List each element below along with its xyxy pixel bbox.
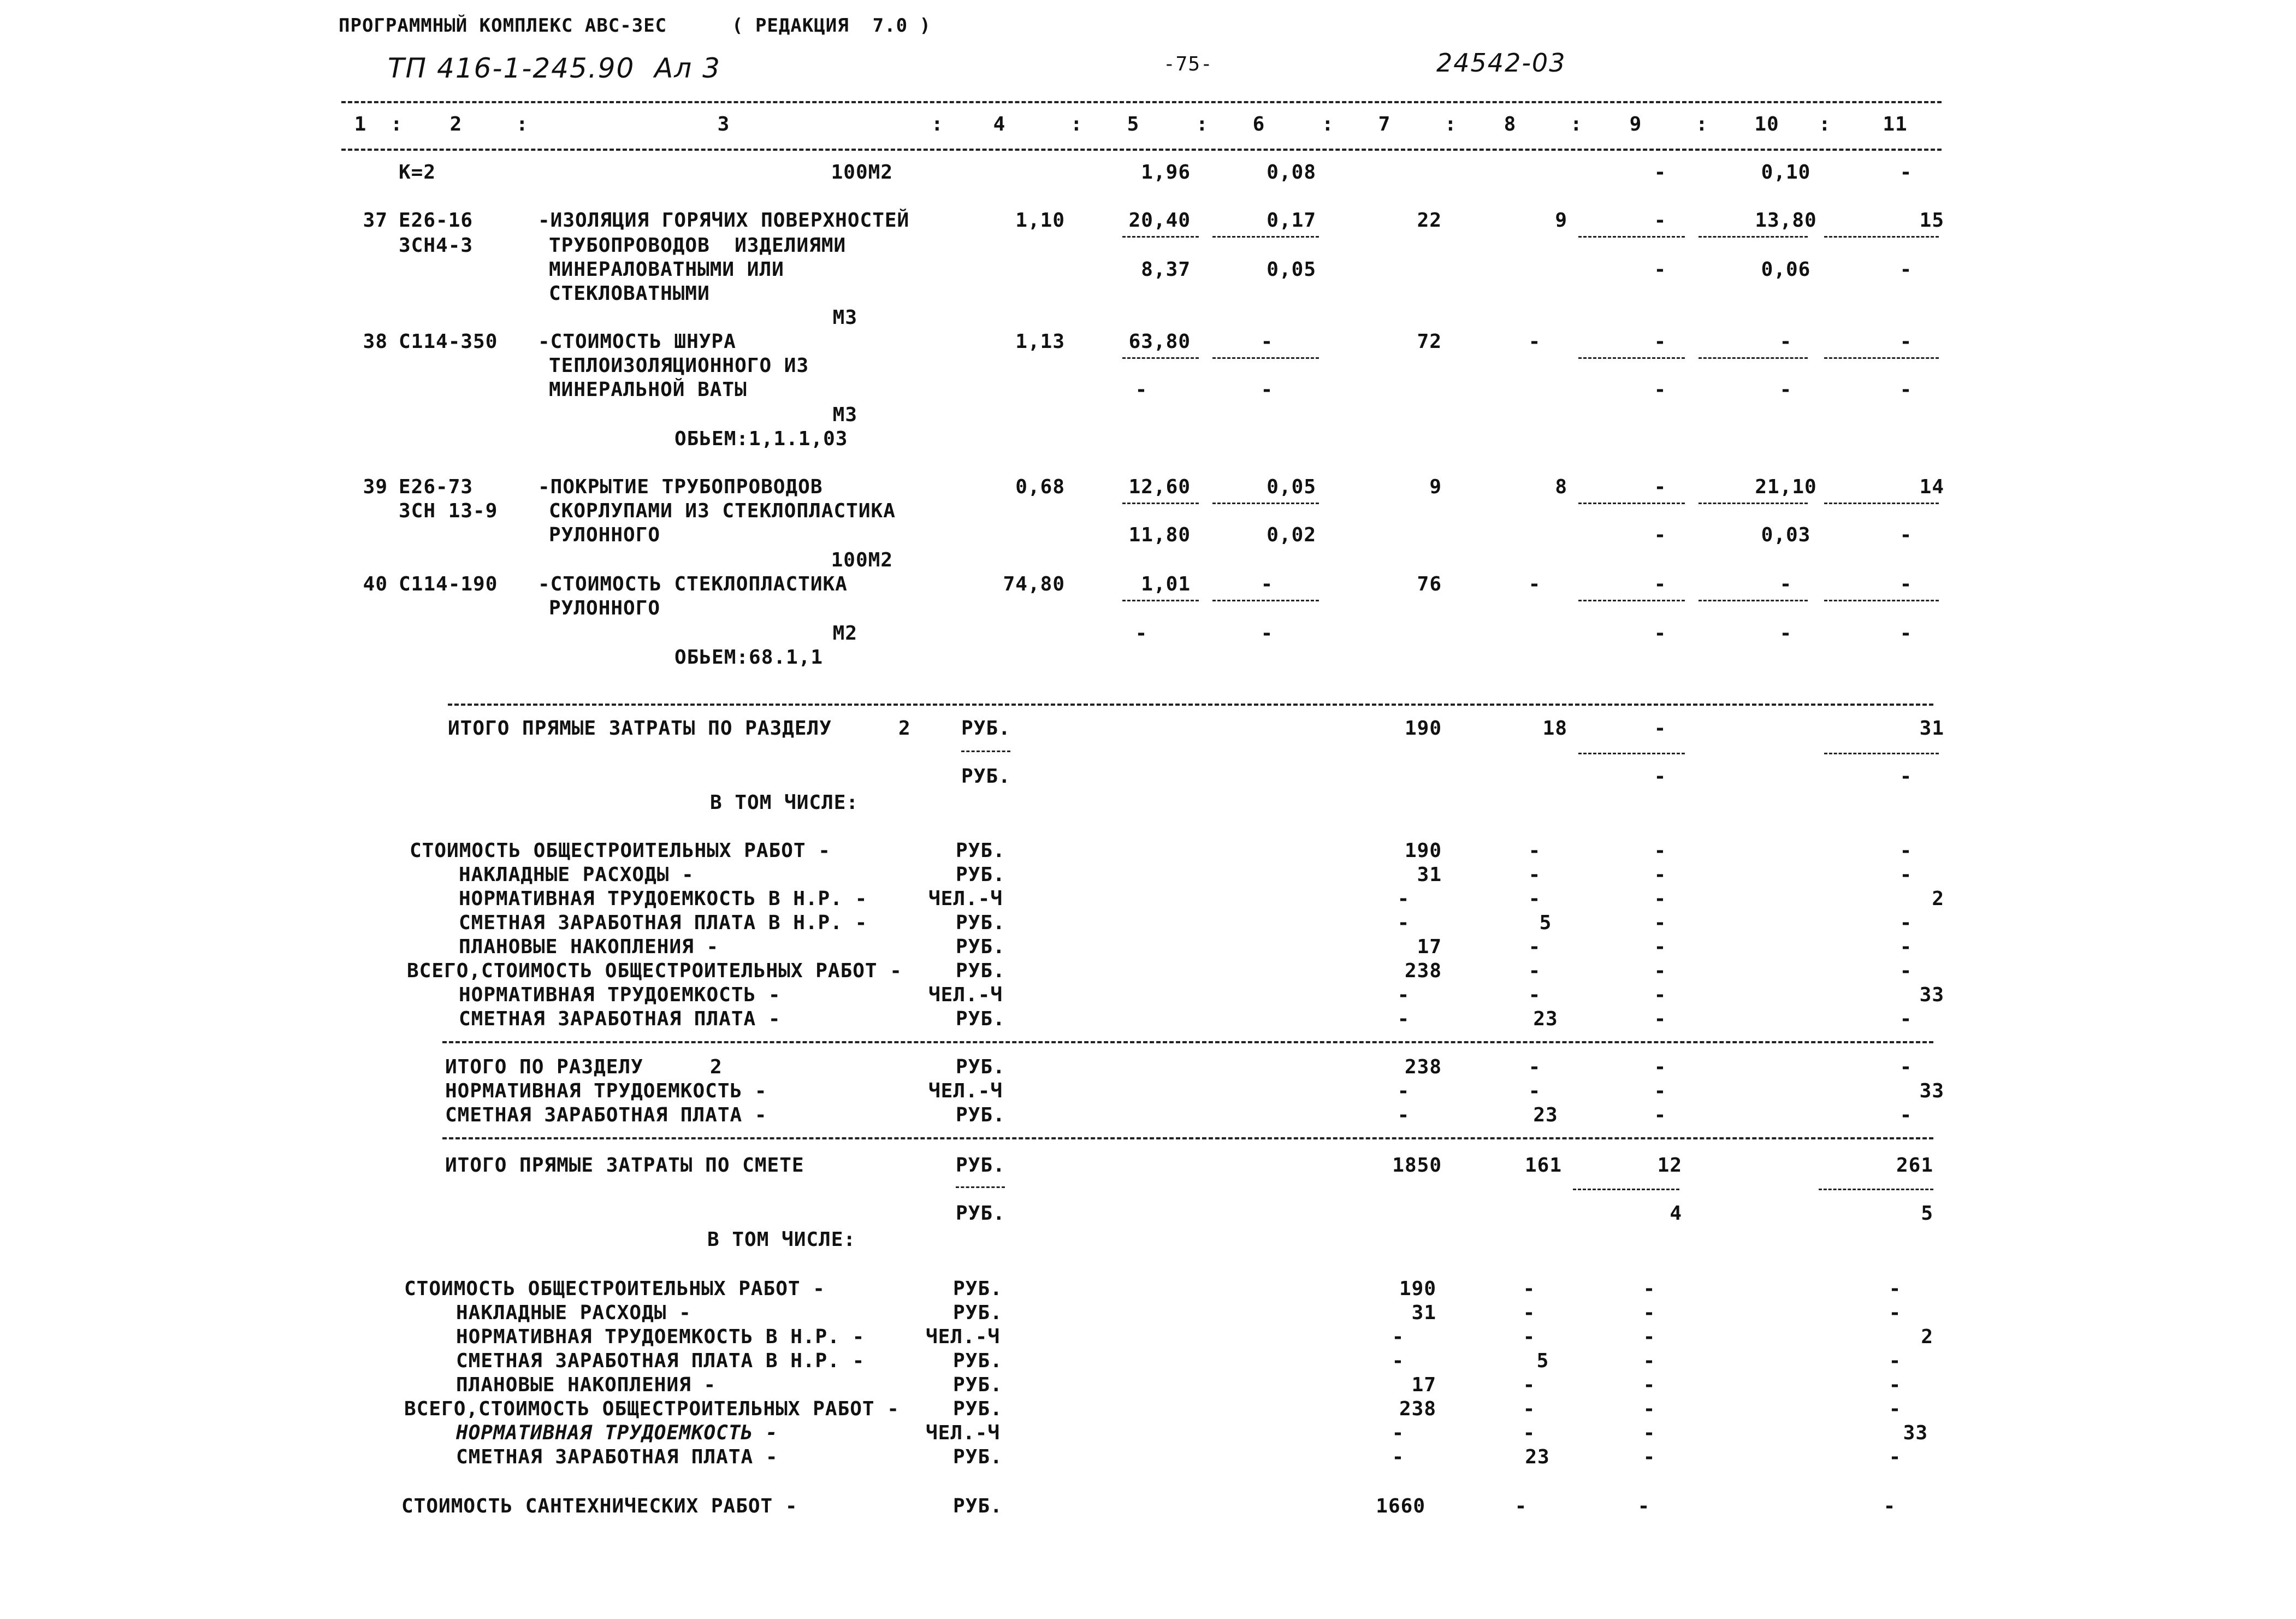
cell: - — [1654, 622, 1667, 645]
cell: 11,80 — [1128, 524, 1191, 546]
cell: - — [1899, 524, 1913, 546]
breakdown-label: СМЕТНАЯ ЗАРАБОТНАЯ ПЛАТА В Н.Р. - — [456, 1350, 865, 1372]
code: ЗСН4-3 — [399, 234, 474, 257]
cell: - — [1899, 1056, 1913, 1078]
cell: 33 — [1919, 1080, 1944, 1102]
unit: М2 — [832, 622, 857, 645]
column-separator: : — [1445, 113, 1457, 135]
cell: - — [1899, 622, 1913, 645]
cell: - — [1528, 864, 1541, 886]
cell: 0,05 — [1267, 476, 1316, 498]
breakdown-label: НОРМАТИВНАЯ ТРУДОЕМКОСТЬ В Н.Р. - — [459, 888, 868, 910]
unit: РУБ. — [956, 1202, 1005, 1225]
cell: - — [1523, 1326, 1536, 1348]
column-separator: : — [1696, 113, 1708, 135]
cell: 74,80 — [1003, 573, 1065, 595]
cell-separator — [1824, 753, 1939, 754]
unit: РУБ. — [953, 1278, 1003, 1300]
cell: 33 — [1903, 1422, 1928, 1444]
cell: - — [1654, 936, 1667, 958]
cell: 14 — [1919, 476, 1944, 498]
cell: - — [1528, 960, 1541, 982]
row-number: 40 — [363, 573, 388, 595]
cell: - — [1889, 1374, 1902, 1396]
column-number: 9 — [1629, 113, 1642, 135]
cell: - — [1397, 888, 1410, 910]
cell: - — [1654, 1104, 1667, 1126]
description-line: -ИЗОЛЯЦИЯ ГОРЯЧИХ ПОВЕРХНОСТЕЙ — [538, 209, 910, 232]
cell: - — [1654, 161, 1667, 184]
cell: - — [1779, 622, 1792, 645]
description-line: -СТОИМОСТЬ ШНУРА — [538, 330, 736, 353]
unit: РУБ. — [956, 1104, 1005, 1126]
cell: 76 — [1417, 573, 1442, 595]
cell: 63,80 — [1128, 330, 1191, 353]
column-number: 4 — [993, 113, 1006, 135]
cell: - — [1637, 1495, 1650, 1517]
cell: - — [1397, 1104, 1410, 1126]
column-separator: : — [1819, 113, 1831, 135]
cell: - — [1654, 888, 1667, 910]
cell-separator — [1578, 357, 1685, 359]
cell: - — [1528, 888, 1541, 910]
cell-separator — [1122, 357, 1199, 359]
unit-underline — [956, 1186, 1005, 1188]
cell: 0,08 — [1267, 161, 1316, 184]
column-separator: : — [1070, 113, 1083, 135]
unit: М3 — [832, 404, 857, 426]
row-number: 37 — [363, 209, 388, 232]
cell: - — [1528, 840, 1541, 862]
row-number: 39 — [363, 476, 388, 498]
unit: РУБ. — [953, 1374, 1003, 1396]
column-number: 5 — [1127, 113, 1140, 135]
cell: 261 — [1896, 1154, 1933, 1177]
cell: - — [1889, 1398, 1902, 1420]
cell: - — [1392, 1446, 1405, 1468]
cell: - — [1528, 1080, 1541, 1102]
unit: РУБ. — [953, 1302, 1003, 1324]
unit: ЧЕЛ.-Ч — [926, 1422, 1001, 1444]
summary-label: ИТОГО ПРЯМЫЕ ЗАТРАТЫ ПО РАЗДЕЛУ — [448, 717, 832, 740]
cell: - — [1779, 379, 1792, 401]
cell: - — [1654, 1056, 1667, 1078]
program-title: ПРОГРАММНЫЙ КОМПЛЕКС АВС-ЗЕС — [339, 15, 667, 37]
page-number: -75- — [1163, 53, 1213, 75]
cell: - — [1643, 1350, 1656, 1372]
cell: - — [1889, 1350, 1902, 1372]
cell: - — [1261, 573, 1274, 595]
cell: 31 — [1417, 864, 1442, 886]
unit: РУБ. — [956, 864, 1005, 886]
cell: - — [1889, 1446, 1902, 1468]
cell: - — [1779, 330, 1792, 353]
column-separator: : — [516, 113, 529, 135]
breakdown-label: НОРМАТИВНАЯ ТРУДОЕМКОСТЬ - — [459, 984, 781, 1006]
code: ЗСН 13-9 — [399, 500, 498, 522]
unit: РУБ. — [956, 1154, 1005, 1177]
cell: - — [1779, 573, 1792, 595]
cell: - — [1899, 864, 1913, 886]
cell: - — [1643, 1374, 1656, 1396]
unit: РУБ. — [961, 717, 1011, 740]
cell: - — [1643, 1422, 1656, 1444]
cell: - — [1135, 622, 1148, 645]
description-line: -ПОКРЫТИЕ ТРУБОПРОВОДОВ — [538, 476, 823, 498]
unit: М3 — [832, 306, 857, 329]
cell: - — [1899, 330, 1913, 353]
cell: 12 — [1657, 1154, 1682, 1177]
cell-separator — [1122, 236, 1199, 238]
cell: - — [1899, 765, 1913, 788]
summary-label: НОРМАТИВНАЯ ТРУДОЕМКОСТЬ - — [445, 1080, 767, 1102]
cell: - — [1654, 524, 1667, 546]
including-label: В ТОМ ЧИСЛЕ: — [710, 791, 859, 814]
cell: - — [1654, 1080, 1667, 1102]
document-code: ТП 416-1-245.90 Ал 3 — [388, 52, 721, 84]
cell: - — [1261, 622, 1274, 645]
cell: - — [1643, 1302, 1656, 1324]
unit: РУБ. — [953, 1350, 1003, 1372]
unit: 100М2 — [831, 161, 893, 184]
cell: 12,60 — [1128, 476, 1191, 498]
cell: 1,01 — [1141, 573, 1191, 595]
breakdown-label: СМЕТНАЯ ЗАРАБОТНАЯ ПЛАТА - — [459, 1008, 781, 1030]
cell-separator — [1578, 600, 1685, 601]
cell: - — [1523, 1374, 1536, 1396]
description-line: СТЕКЛОВАТНЫМИ — [549, 282, 710, 305]
cell: 1,96 — [1141, 161, 1191, 184]
cell-separator — [1824, 503, 1939, 504]
cell: - — [1899, 840, 1913, 862]
edition-label: ( РЕДАКЦИЯ 7.0 ) — [732, 15, 931, 37]
cell: - — [1392, 1326, 1405, 1348]
divider — [442, 1041, 1933, 1043]
cell: 31 — [1411, 1302, 1436, 1324]
cell-separator — [1699, 357, 1808, 359]
cell: 9 — [1555, 209, 1567, 232]
cell: 4 — [1670, 1202, 1682, 1225]
cell: 21,10 — [1755, 476, 1817, 498]
cell: - — [1397, 984, 1410, 1006]
summary-label: ИТОГО ПРЯМЫЕ ЗАТРАТЫ ПО СМЕТЕ — [445, 1154, 804, 1177]
cell-separator — [1819, 1189, 1933, 1190]
cell: 15 — [1919, 209, 1944, 232]
breakdown-label: НАКЛАДНЫЕ РАСХОДЫ - — [459, 864, 694, 886]
divider — [448, 704, 1933, 706]
breakdown-label: НАКЛАДНЫЕ РАСХОДЫ - — [456, 1302, 691, 1324]
unit: РУБ. — [956, 912, 1005, 934]
unit: РУБ. — [953, 1398, 1003, 1420]
column-separator: : — [1570, 113, 1583, 135]
cell-separator — [1699, 236, 1808, 238]
cell: 17 — [1411, 1374, 1436, 1396]
unit: ЧЕЛ.-Ч — [926, 1326, 1001, 1348]
cell: 2 — [1932, 888, 1944, 910]
description-line: МИНЕРАЛОВАТНЫМИ ИЛИ — [549, 258, 784, 281]
cell: 23 — [1525, 1446, 1550, 1468]
cell: - — [1899, 379, 1913, 401]
unit: ЧЕЛ.-Ч — [928, 1080, 1003, 1102]
cell: 0,02 — [1267, 524, 1316, 546]
cell: - — [1654, 476, 1667, 498]
cell: - — [1135, 379, 1148, 401]
cell: 1660 — [1376, 1495, 1425, 1517]
cell: - — [1397, 1080, 1410, 1102]
cell-separator — [1122, 600, 1199, 601]
cell: 0,06 — [1761, 258, 1811, 281]
unit: ЧЕЛ.-Ч — [928, 888, 1003, 910]
description-line: ТЕПЛОИЗОЛЯЦИОННОГО ИЗ — [549, 354, 809, 377]
cell: 0,03 — [1761, 524, 1811, 546]
cell: - — [1883, 1495, 1896, 1517]
cell-separator — [1824, 357, 1939, 359]
cell-separator — [1212, 503, 1319, 504]
cell: 0,10 — [1761, 161, 1811, 184]
cell: - — [1899, 1008, 1913, 1030]
cell-separator — [1578, 753, 1685, 754]
cell: - — [1899, 1104, 1913, 1126]
cell: - — [1654, 330, 1667, 353]
unit: РУБ. — [956, 1056, 1005, 1078]
cell: - — [1654, 765, 1667, 788]
cell-separator — [1824, 236, 1939, 238]
column-number: 10 — [1754, 113, 1779, 135]
cell: - — [1654, 984, 1667, 1006]
breakdown-label: ПЛАНОВЫЕ НАКОПЛЕНИЯ - — [459, 936, 719, 958]
cell: - — [1523, 1398, 1536, 1420]
cell: 2 — [1921, 1326, 1933, 1348]
cell-separator — [1699, 600, 1808, 601]
column-number: 3 — [717, 113, 730, 135]
cell-separator — [1578, 236, 1685, 238]
cell: - — [1899, 573, 1913, 595]
cell: - — [1523, 1422, 1536, 1444]
cell-separator — [1122, 503, 1199, 504]
breakdown-label: НОРМАТИВНАЯ ТРУДОЕМКОСТЬ - — [456, 1422, 778, 1444]
cell: 161 — [1524, 1154, 1562, 1177]
column-number: 7 — [1378, 113, 1391, 135]
cell: - — [1899, 912, 1913, 934]
cell: - — [1392, 1422, 1405, 1444]
including-label: В ТОМ ЧИСЛЕ: — [707, 1228, 856, 1251]
unit-underline — [961, 751, 1010, 752]
cell: 1850 — [1392, 1154, 1442, 1177]
cell: - — [1654, 717, 1667, 740]
breakdown-label: ВСЕГО,СТОИМОСТЬ ОБЩЕСТРОИТЕЛЬНЫХ РАБОТ - — [407, 960, 902, 982]
cell: 8,37 — [1141, 258, 1191, 281]
divider — [341, 101, 1942, 103]
cell: - — [1514, 1495, 1528, 1517]
column-number: 8 — [1504, 113, 1517, 135]
row-number: 38 — [363, 330, 388, 353]
unit: РУБ. — [956, 840, 1005, 862]
unit: 100М2 — [831, 549, 893, 571]
summary-label: СТОИМОСТЬ САНТЕХНИЧЕСКИХ РАБОТ - — [401, 1495, 798, 1517]
summary-label: СМЕТНАЯ ЗАРАБОТНАЯ ПЛАТА - — [445, 1104, 767, 1126]
column-separator: : — [390, 113, 403, 135]
summary-label: ИТОГО ПО РАЗДЕЛУ — [445, 1056, 643, 1078]
cell: - — [1654, 960, 1667, 982]
cell: - — [1654, 840, 1667, 862]
unit: ЧЕЛ.-Ч — [928, 984, 1003, 1006]
breakdown-label: СТОИМОСТЬ ОБЩЕСТРОИТЕЛЬНЫХ РАБОТ - — [404, 1278, 825, 1300]
breakdown-label: СМЕТНАЯ ЗАРАБОТНАЯ ПЛАТА - — [456, 1446, 778, 1468]
code: С114-350 — [399, 330, 498, 353]
cell-separator — [1699, 503, 1808, 504]
cell: - — [1899, 161, 1913, 184]
volume: ОБЬЕМ:68.1,1 — [674, 646, 824, 669]
cell: 72 — [1417, 330, 1442, 353]
cell: - — [1643, 1278, 1656, 1300]
unit: РУБ. — [956, 960, 1005, 982]
cell-separator — [1212, 236, 1319, 238]
description-line: РУЛОННОГО — [549, 524, 661, 546]
description-line: СКОРЛУПАМИ ИЗ СТЕКЛОПЛАСТИКА — [549, 500, 896, 522]
cell: - — [1654, 573, 1667, 595]
cell: - — [1523, 1278, 1536, 1300]
cell: 238 — [1404, 1056, 1442, 1078]
volume: ОБЬЕМ:1,1.1,03 — [674, 428, 848, 450]
cell: - — [1528, 1056, 1541, 1078]
coefficient: К=2 — [399, 161, 436, 184]
cell: 5 — [1921, 1202, 1933, 1225]
cell: 8 — [1555, 476, 1567, 498]
code: Е26-16 — [399, 209, 474, 232]
cell: - — [1392, 1350, 1405, 1372]
cell: 190 — [1399, 1278, 1436, 1300]
cell: 238 — [1399, 1398, 1436, 1420]
cell: - — [1397, 912, 1410, 934]
cell: - — [1654, 864, 1667, 886]
cell: - — [1899, 936, 1913, 958]
cell: 5 — [1536, 1350, 1549, 1372]
breakdown-label: НОРМАТИВНАЯ ТРУДОЕМКОСТЬ В Н.Р. - — [456, 1326, 865, 1348]
unit: РУБ. — [953, 1495, 1003, 1517]
cell: - — [1528, 984, 1541, 1006]
cell: 23 — [1533, 1104, 1558, 1126]
description-line: ТРУБОПРОВОДОВ ИЗДЕЛИЯМИ — [549, 234, 847, 257]
cell: 13,80 — [1755, 209, 1817, 232]
cell: 18 — [1542, 717, 1567, 740]
cell: - — [1261, 330, 1274, 353]
code: Е26-73 — [399, 476, 474, 498]
cell: - — [1643, 1326, 1656, 1348]
breakdown-label: ПЛАНОВЫЕ НАКОПЛЕНИЯ - — [456, 1374, 717, 1396]
cell: - — [1643, 1446, 1656, 1468]
unit: РУБ. — [953, 1446, 1003, 1468]
unit: РУБ. — [956, 1008, 1005, 1030]
cell: - — [1528, 936, 1541, 958]
divider — [442, 1137, 1933, 1139]
cell: 0,68 — [1015, 476, 1065, 498]
column-number: 1 — [354, 113, 367, 135]
cell: 33 — [1919, 984, 1944, 1006]
cell: 190 — [1404, 840, 1442, 862]
cell: 17 — [1417, 936, 1442, 958]
cell: - — [1654, 379, 1667, 401]
column-number: 6 — [1252, 113, 1265, 135]
cell: - — [1528, 330, 1541, 353]
column-separator: : — [1322, 113, 1334, 135]
divider — [341, 149, 1942, 151]
unit: РУБ. — [956, 936, 1005, 958]
cell-separator — [1212, 357, 1319, 359]
cell: - — [1523, 1302, 1536, 1324]
description-line: РУЛОННОГО — [549, 597, 661, 619]
cell: 31 — [1919, 717, 1944, 740]
cell: - — [1899, 960, 1913, 982]
cell: 190 — [1404, 717, 1442, 740]
cell: 1,10 — [1015, 209, 1065, 232]
cell-separator — [1212, 600, 1319, 601]
cell: 9 — [1429, 476, 1442, 498]
cell: - — [1397, 1008, 1410, 1030]
cell: - — [1889, 1302, 1902, 1324]
section-number: 2 — [710, 1056, 723, 1078]
cell: 5 — [1539, 912, 1552, 934]
cell-separator — [1573, 1189, 1679, 1190]
cell: 23 — [1533, 1008, 1558, 1030]
document-number: 24542-03 — [1436, 48, 1566, 78]
breakdown-label: ВСЕГО,СТОИМОСТЬ ОБЩЕСТРОИТЕЛЬНЫХ РАБОТ - — [404, 1398, 900, 1420]
cell-separator — [1824, 600, 1939, 601]
cell: 20,40 — [1128, 209, 1191, 232]
cell: - — [1654, 1008, 1667, 1030]
cell: - — [1654, 258, 1667, 281]
cell: 0,05 — [1267, 258, 1316, 281]
description-line: МИНЕРАЛЬНОЙ ВАТЫ — [549, 379, 747, 401]
cell: - — [1643, 1398, 1656, 1420]
cell: - — [1654, 912, 1667, 934]
unit: РУБ. — [961, 765, 1011, 788]
cell: 0,17 — [1267, 209, 1316, 232]
cell: - — [1528, 573, 1541, 595]
cell: - — [1654, 209, 1667, 232]
code: С114-190 — [399, 573, 498, 595]
cell: 1,13 — [1015, 330, 1065, 353]
breakdown-label: СМЕТНАЯ ЗАРАБОТНАЯ ПЛАТА В Н.Р. - — [459, 912, 868, 934]
cell: 238 — [1404, 960, 1442, 982]
cell: - — [1899, 258, 1913, 281]
column-number: 2 — [449, 113, 463, 135]
cell: 22 — [1417, 209, 1442, 232]
cell: - — [1261, 379, 1274, 401]
column-separator: : — [1196, 113, 1209, 135]
cell: - — [1889, 1278, 1902, 1300]
cell-separator — [1578, 503, 1685, 504]
section-number: 2 — [898, 717, 911, 740]
column-separator: : — [931, 113, 944, 135]
column-number: 11 — [1883, 113, 1908, 135]
description-line: -СТОИМОСТЬ СТЕКЛОПЛАСТИКА — [538, 573, 848, 595]
breakdown-label: СТОИМОСТЬ ОБЩЕСТРОИТЕЛЬНЫХ РАБОТ - — [410, 840, 831, 862]
